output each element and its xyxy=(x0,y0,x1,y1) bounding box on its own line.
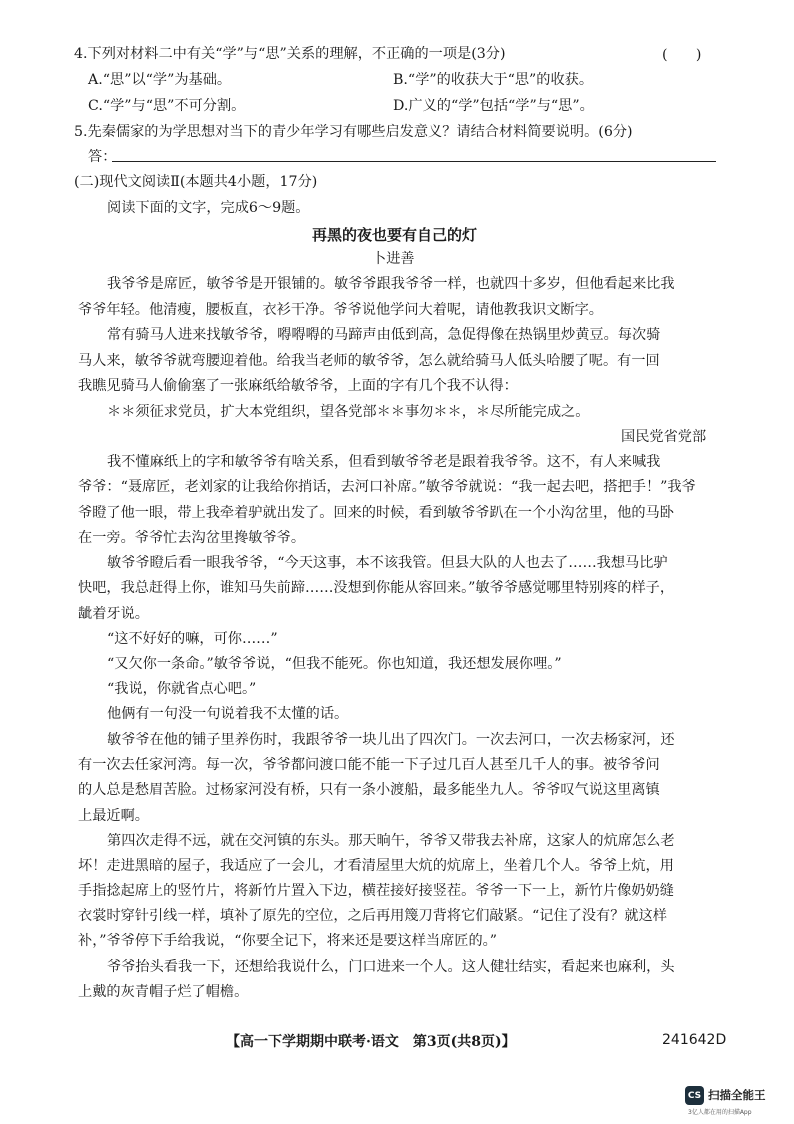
article-line: 爷爷年轻。他清瘦，腰板直，衣衫干净。爷爷说他学问大着呢，请他教我识文断字。 xyxy=(78,302,603,318)
article-line: 补，”爷爷停下手给我说，“你要全记下，将来还是要这样当席匠的。” xyxy=(78,933,497,949)
page-footer: 【高一下学期期中联考·语文 第3页(共8页)】 xyxy=(226,1034,516,1050)
article-line: 爷爷抬头看我一下，还想给我说什么，门口进来一个人。这人健壮结实，看起来也麻利，头 xyxy=(107,959,675,975)
article-line: 马人来，敏爷爷就弯腰迎着他。给我当老师的敏爷爷，怎么就给骑马人低头哈腰了呢。有一回 xyxy=(78,353,660,369)
article-line: 的人总是愁眉苦脸。过杨家河没有桥，只有一条小渡船，最多能坐九人。爷爷叹气说这里离镇 xyxy=(78,782,660,798)
article-line: 衣裳时穿针引线一样，填补了原先的空位，之后再用篾刀背将它们敲紧。“记住了没有？就这样 xyxy=(78,908,667,924)
article-title: 再黑的夜也要有自己的灯 xyxy=(312,226,478,244)
article-line: 敏爷爷瞪后看一眼我爷爷，“今天这事，本不该我管。但县大队的人也去了……我想马比驴 xyxy=(107,555,668,571)
q4-answer-bracket: ( ) xyxy=(662,47,702,63)
article-line: 上戴的灰青帽子烂了帽檐。 xyxy=(78,984,249,1000)
article-line: 龇着牙说。 xyxy=(78,606,149,622)
article-line: “又欠你一条命。”敏爷爷说，“但我不能死。你也知道，我还想发展你哩。” xyxy=(107,656,562,672)
q5-answer-line xyxy=(112,161,716,162)
article-line: ＊＊须征求党员，扩大本党组织，望各党部＊＊事勿＊＊，＊尽所能完成之。 xyxy=(107,404,590,420)
article-line-signature: 国民党省党部 xyxy=(621,429,707,445)
article-line: 我瞧见骑马人偷偷塞了一张麻纸给敏爷爷，上面的字有几个我不认得： xyxy=(78,378,518,394)
q4-option-b: B.“学”的收获大于“思”的收获。 xyxy=(393,72,594,88)
article-line: 坏！走进黑暗的屋子，我适应了一会儿，才看清屋里大炕的炕席上，坐着几个人。爷爷上炕，用 xyxy=(78,858,674,874)
q4-stem: 4.下列对材料二中有关“学”与“思”关系的理解，不正确的一项是(3分) xyxy=(74,46,506,62)
article-line: 手指捻起席上的竖竹片，将新竹片置入下边，横茬接好接竖茬。爷爷一下一上，新竹片像奶奶缝 xyxy=(78,883,674,899)
camscanner-logo-icon: CS xyxy=(685,1086,704,1105)
article-line: 我爷爷是席匠，敏爷爷是开银铺的。敏爷爷跟我爷爷一样，也就四十多岁，但他看起来比我 xyxy=(107,276,675,292)
section-instruction: 阅读下面的文字，完成6～9题。 xyxy=(107,200,310,216)
article-line: 敏爷爷在他的铺子里养伤时，我跟爷爷一块儿出了四次门。一次去河口，一次去杨家河，还 xyxy=(107,732,675,748)
q5-answer-label: 答： xyxy=(88,149,117,165)
camscanner-tagline: 3亿人都在用的扫描App xyxy=(688,1109,752,1116)
q4-option-a: A.“思”以“学”为基础。 xyxy=(88,72,232,88)
article-line: 他俩有一句没一句说着我不太懂的话。 xyxy=(107,706,349,722)
article-line: 在一旁。爷爷忙去沟岔里搀敏爷爷。 xyxy=(78,530,306,546)
article-line: 有一次去任家河湾。每一次，爷爷都问渡口能不能一下子过几百人甚至几千人的事。被爷爷问 xyxy=(78,757,660,773)
article-author: 卜进善 xyxy=(372,251,415,267)
article-line: 爷瞪了他一眼，带上我牵着驴就出发了。回来的时候，看到敏爷爷趴在一个小沟岔里，他的马卧 xyxy=(78,505,674,521)
article-line: 上最近啊。 xyxy=(78,808,149,824)
article-line: 爷爷：“聂席匠，老刘家的让我给你捎话，去河口补席。”敏爷爷就说：“我一起去吧，搭把手！”我爷 xyxy=(78,479,696,495)
article-line: 常有骑马人进来找敏爷爷，嘚嘚嘚的马蹄声由低到高，急促得像在热锅里炒黄豆。每次骑 xyxy=(107,327,661,343)
article-line: “我说，你就省点心吧。” xyxy=(107,681,257,697)
exam-code: 241642D xyxy=(662,1032,727,1048)
article-line: 第四次走得不远，就在交河镇的东头。那天晌午，爷爷又带我去补席，这家人的炕席怎么老 xyxy=(107,833,675,849)
article-line: 我不懂麻纸上的字和敏爷爷有啥关系，但看到敏爷爷老是跟着我爷爷。这不，有人来喊我 xyxy=(107,454,661,470)
article-line: 快吧，我总赶得上你，谁知马失前蹄……没想到你能从容回来。”敏爷爷感觉哪里特别疼的样子， xyxy=(78,580,675,596)
q5-stem: 5.先秦儒家的为学思想对当下的青少年学习有哪些启发意义？请结合材料简要说明。(6分) xyxy=(74,124,633,140)
section-heading: (二)现代文阅读Ⅱ(本题共4小题，17分) xyxy=(74,174,318,190)
article-line: “这不好好的嘛，可你……” xyxy=(107,631,278,647)
q4-option-c: C.“学”与“思”不可分割。 xyxy=(88,98,246,114)
q4-option-d: D.广义的“学”包括“学”与“思”。 xyxy=(393,98,594,114)
camscanner-name: 扫描全能王 xyxy=(708,1088,766,1102)
